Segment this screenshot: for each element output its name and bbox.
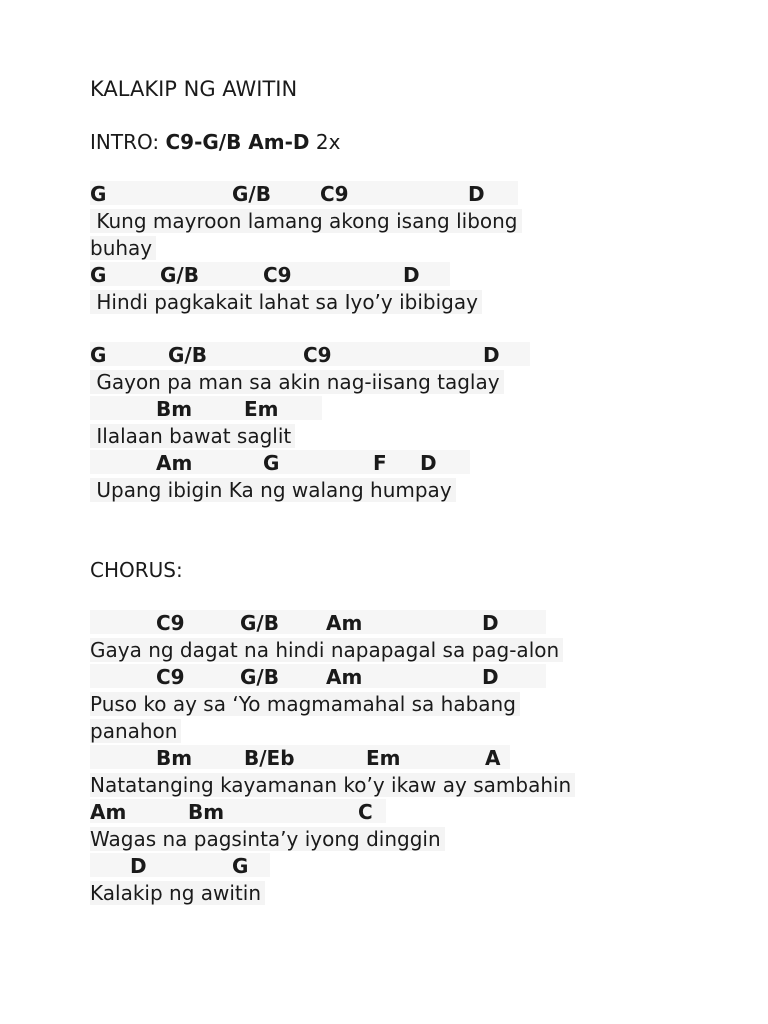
chord: D bbox=[482, 611, 499, 635]
chord: D bbox=[420, 451, 437, 475]
chord: C9 bbox=[303, 343, 332, 367]
lyric-line: panahon bbox=[90, 719, 181, 743]
chord: Bm bbox=[156, 397, 193, 421]
lyric-line: Hindi pagkakait lahat sa Iyo’y ibibigay bbox=[90, 290, 482, 314]
chord: G/B bbox=[168, 343, 207, 367]
intro-line bbox=[90, 129, 340, 155]
chord: C9 bbox=[320, 182, 349, 206]
chord: C9 bbox=[263, 263, 292, 287]
intro-repeat: 2x bbox=[309, 130, 341, 154]
chord: G/B bbox=[240, 611, 279, 635]
chord: D bbox=[468, 182, 485, 206]
chord: Am bbox=[326, 611, 363, 635]
chord-row bbox=[90, 396, 322, 420]
chord: G/B bbox=[240, 665, 279, 689]
chord: G bbox=[90, 263, 107, 287]
chord: F bbox=[373, 451, 387, 475]
chord: D bbox=[483, 343, 500, 367]
chord: Am bbox=[326, 665, 363, 689]
chord: G bbox=[232, 854, 249, 878]
chord: G bbox=[90, 343, 107, 367]
chord: G/B bbox=[160, 263, 199, 287]
chord: G bbox=[90, 182, 107, 206]
chord-row bbox=[90, 181, 518, 205]
lyric-line: Kung mayroon lamang akong isang libong bbox=[90, 209, 522, 233]
chord: C9 bbox=[156, 665, 185, 689]
chord: G/B bbox=[232, 182, 271, 206]
lyric-line: Gayon pa man sa akin nag-iisang taglay bbox=[90, 370, 504, 394]
lyric-line: Natatanging kayamanan ko’y ikaw ay sambahin bbox=[90, 773, 575, 797]
chord: D bbox=[482, 665, 499, 689]
chord: B/Eb bbox=[244, 746, 295, 770]
lyric-line: Kalakip ng awitin bbox=[90, 881, 265, 905]
chorus-label: CHORUS: bbox=[90, 558, 183, 582]
chord: Em bbox=[244, 397, 279, 421]
lyric-line: Wagas na pagsinta’y iyong dinggin bbox=[90, 827, 445, 851]
chord-row bbox=[90, 450, 470, 474]
chord-row bbox=[90, 610, 546, 634]
chord-row bbox=[90, 799, 386, 823]
chord: G bbox=[263, 451, 280, 475]
chord: D bbox=[403, 263, 420, 287]
chord-row bbox=[90, 664, 546, 688]
chord-row bbox=[90, 262, 450, 286]
chord: D bbox=[130, 854, 147, 878]
chord: Am bbox=[90, 800, 127, 824]
chord: Bm bbox=[156, 746, 193, 770]
lyric-line: Puso ko ay sa ‘Yo magmamahal sa habang bbox=[90, 692, 520, 716]
chord-row bbox=[90, 745, 510, 769]
intro-label: INTRO: bbox=[90, 130, 166, 154]
chord: C bbox=[358, 800, 373, 824]
song-title: KALAKIP NG AWITIN bbox=[90, 77, 298, 101]
chord: Am bbox=[156, 451, 193, 475]
chord: A bbox=[485, 746, 501, 770]
chord: C9 bbox=[156, 611, 185, 635]
chord-row bbox=[90, 853, 270, 877]
lyric-line: Gaya ng dagat na hindi napapagal sa pag-alon bbox=[90, 638, 563, 662]
lyric-line: Upang ibigin Ka ng walang humpay bbox=[90, 478, 456, 502]
chord: Em bbox=[366, 746, 401, 770]
chord: Bm bbox=[188, 800, 225, 824]
lyric-line: Ilalaan bawat saglit bbox=[90, 424, 295, 448]
lyric-line: buhay bbox=[90, 236, 156, 260]
intro-chords: C9-G/B Am-D bbox=[165, 130, 310, 154]
chord-row bbox=[90, 342, 530, 366]
